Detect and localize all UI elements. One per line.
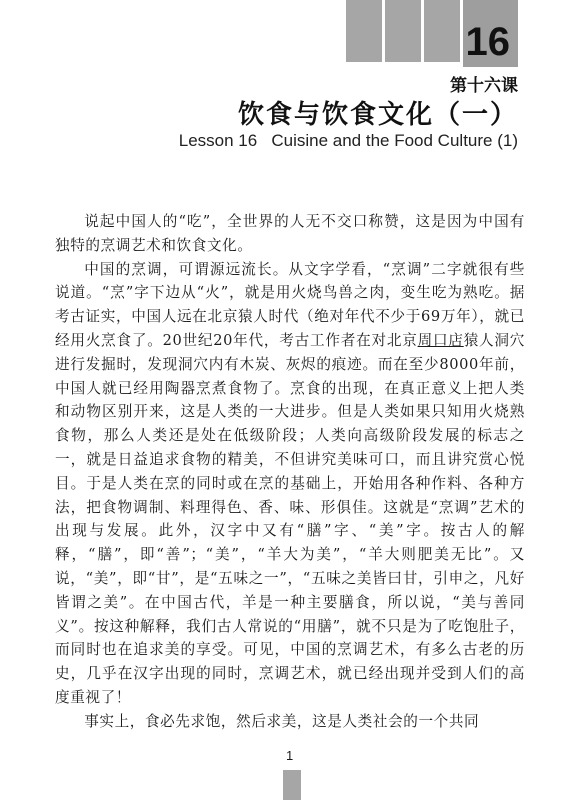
paragraph xyxy=(55,258,525,710)
page-number: 1 xyxy=(286,748,294,763)
lesson-subtitle: 第十六课 xyxy=(450,76,518,96)
page-title-english: Lesson 16 Cuisine and the Food Culture (1) xyxy=(178,131,518,150)
page-marker xyxy=(283,770,301,800)
header-bar xyxy=(346,0,382,62)
body-text xyxy=(55,210,525,734)
paragraph: 说起中国人的“吃”，全世界的人无不交口称赞，这是因为中国有独特的烹调艺术和饮食文化。 xyxy=(55,213,525,254)
paragraph: 事实上，食必先求饱，然后求美，这是人类社会的一个共同 xyxy=(84,712,480,730)
header-bar xyxy=(385,0,421,62)
paragraph-text: 中国的烹调，可谓源远流长。从文字学看，“烹调”二字就很有些说道。“烹”字下边从“火”，就是用火烧鸟兽之肉，变生吃为熟吃。据考古证实，中国人远在北京猿人时代（绝对年代不少于69万年），就已经用火烹食了。20世纪20年代，考古工作者在对北京 xyxy=(55,260,525,349)
header-bar xyxy=(424,0,460,62)
lesson-number-box xyxy=(463,0,518,67)
lesson-number: 16 xyxy=(465,20,510,64)
page-title: 饮食与饮食文化（一） xyxy=(237,100,518,130)
header-decoration xyxy=(0,0,567,70)
underlined-term: 周口店 xyxy=(417,331,464,349)
paragraph-text: 猿人洞穴进行发掘时，发现洞穴内有木炭、灰烬的痕迹。而在至少8000年前，中国人就已经用陶器烹煮食物了。烹食的出现，在真正意义上把人类和动物区别开来，这是人类的一大进步。但是人类如果只知用火烧熟食物，那么人类还是处在低级阶段；人类向高级阶段发展的标志之一，就是日益追求食物的精美，不但讲究美味可口，而且讲究赏心悦目。于是人类在烹的同时或在烹的基础上，开始用各种作料、各种方法，把食物调制、料理得色、香、味、形俱佳。这就是“烹调”艺术的出现与发展。此外，汉字中又有“膳”字、“美”字。按古人的解释，“膳”，即“善”；“美”，“羊大为美”，“羊大则肥美无比”。又说，“美”，即“甘”，是“五味之一”，“五味之美皆曰甘，引申之，凡好皆谓之美”。在中国古代，羊是一种主要膳食，所以说，“美与善同义”。按这种解释，我们古人常说的“用膳”，就不只是为了吃饱肚子，而同时也在追求美的享受。可见，中国的烹调艺术，有多么古老的历史，几乎在汉字出现的同时，烹调艺术，就已经出现并受到人们的高度重视了！ xyxy=(55,331,525,706)
